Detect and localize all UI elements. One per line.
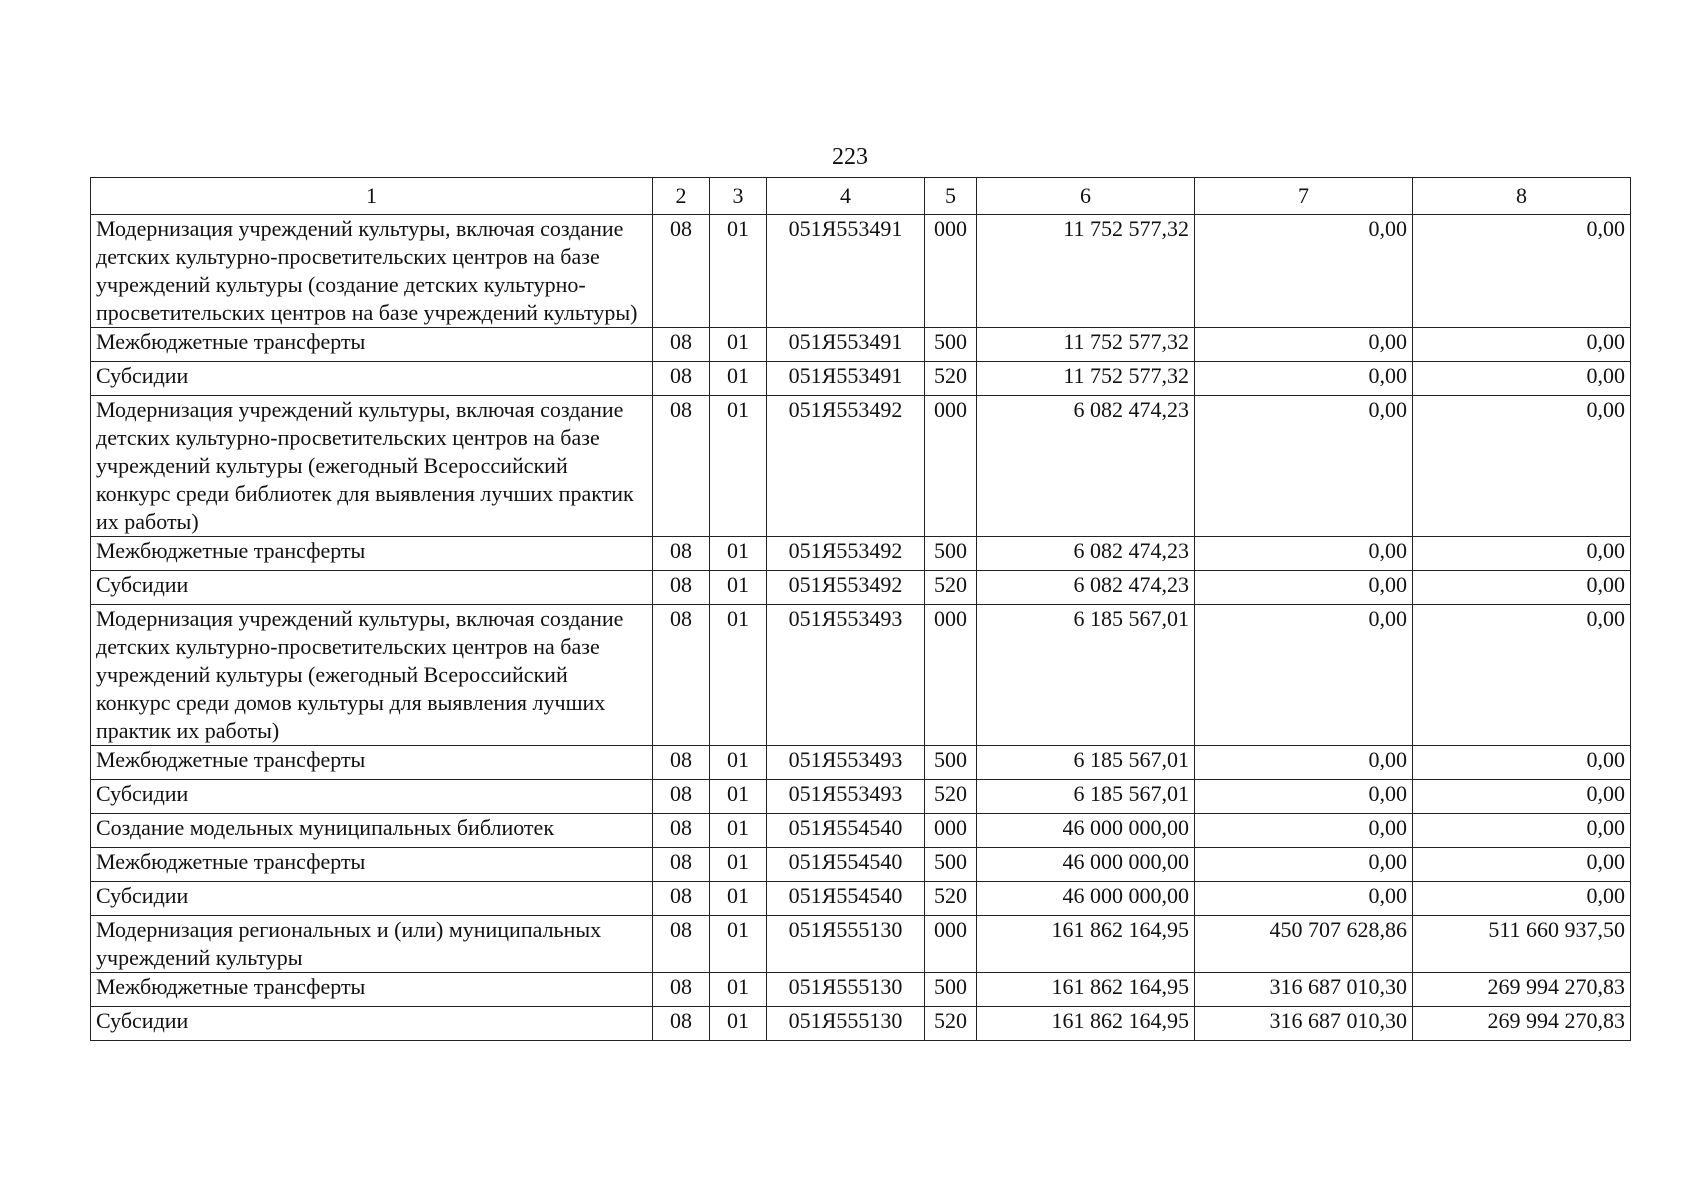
target-article-code: 051Я553493 <box>767 746 925 780</box>
table-row <box>91 882 1631 916</box>
amount-col-6: 11 752 577,32 <box>977 215 1195 328</box>
target-article-code: 051Я553492 <box>767 571 925 605</box>
subsection-code: 01 <box>710 215 767 328</box>
table-row <box>91 571 1631 605</box>
table-row <box>91 605 1631 746</box>
amount-col-6: 6 185 567,01 <box>977 746 1195 780</box>
table-row <box>91 362 1631 396</box>
target-article-code: 051Я554540 <box>767 848 925 882</box>
amount-col-8: 511 660 937,50 <box>1413 916 1631 973</box>
column-header: 4 <box>767 178 925 215</box>
column-header: 5 <box>925 178 977 215</box>
table-row <box>91 215 1631 328</box>
expense-name: Межбюджетные трансферты <box>91 848 653 882</box>
subsection-code: 01 <box>710 537 767 571</box>
expense-name: Субсидии <box>91 780 653 814</box>
amount-col-6: 6 185 567,01 <box>977 780 1195 814</box>
amount-col-7: 0,00 <box>1195 882 1413 916</box>
target-article-code: 051Я555130 <box>767 916 925 973</box>
amount-col-6: 6 082 474,23 <box>977 571 1195 605</box>
table-row <box>91 537 1631 571</box>
amount-col-8: 0,00 <box>1413 882 1631 916</box>
subsection-code: 01 <box>710 362 767 396</box>
amount-col-6: 6 185 567,01 <box>977 605 1195 746</box>
amount-col-8: 0,00 <box>1413 362 1631 396</box>
section-code: 08 <box>653 882 710 916</box>
expense-type-code: 520 <box>925 882 977 916</box>
expense-name: Межбюджетные трансферты <box>91 973 653 1007</box>
amount-col-8: 0,00 <box>1413 396 1631 537</box>
expense-type-code: 500 <box>925 537 977 571</box>
table-row <box>91 328 1631 362</box>
section-code: 08 <box>653 848 710 882</box>
table-row <box>91 746 1631 780</box>
expense-type-code: 500 <box>925 973 977 1007</box>
section-code: 08 <box>653 396 710 537</box>
expense-name: Субсидии <box>91 362 653 396</box>
target-article-code: 051Я553493 <box>767 780 925 814</box>
amount-col-6: 6 082 474,23 <box>977 396 1195 537</box>
expense-name: Субсидии <box>91 1007 653 1041</box>
page-number: 223 <box>832 144 868 170</box>
section-code: 08 <box>653 215 710 328</box>
expense-name: Субсидии <box>91 882 653 916</box>
amount-col-8: 269 994 270,83 <box>1413 1007 1631 1041</box>
table-row <box>91 916 1631 973</box>
target-article-code: 051Я553493 <box>767 605 925 746</box>
expense-type-code: 520 <box>925 362 977 396</box>
amount-col-8: 0,00 <box>1413 848 1631 882</box>
amount-col-7: 0,00 <box>1195 362 1413 396</box>
subsection-code: 01 <box>710 328 767 362</box>
section-code: 08 <box>653 571 710 605</box>
section-code: 08 <box>653 362 710 396</box>
expense-name: Межбюджетные трансферты <box>91 328 653 362</box>
expense-type-code: 520 <box>925 571 977 605</box>
subsection-code: 01 <box>710 571 767 605</box>
table-row <box>91 973 1631 1007</box>
table-row <box>91 780 1631 814</box>
expense-type-code: 000 <box>925 605 977 746</box>
table-row <box>91 396 1631 537</box>
subsection-code: 01 <box>710 848 767 882</box>
amount-col-6: 11 752 577,32 <box>977 328 1195 362</box>
section-code: 08 <box>653 605 710 746</box>
section-code: 08 <box>653 328 710 362</box>
amount-col-8: 269 994 270,83 <box>1413 973 1631 1007</box>
subsection-code: 01 <box>710 973 767 1007</box>
amount-col-8: 0,00 <box>1413 605 1631 746</box>
amount-col-7: 316 687 010,30 <box>1195 973 1413 1007</box>
amount-col-7: 0,00 <box>1195 328 1413 362</box>
expense-name: Межбюджетные трансферты <box>91 746 653 780</box>
target-article-code: 051Я553491 <box>767 362 925 396</box>
expense-name: Модернизация учреждений культуры, включая создание детских культурно-просветительских центров на базе учреждений культуры (создание детских культурно-просветительских центров на базе учреждений культуры) <box>91 215 653 328</box>
column-header: 7 <box>1195 178 1413 215</box>
amount-col-7: 450 707 628,86 <box>1195 916 1413 973</box>
target-article-code: 051Я553492 <box>767 396 925 537</box>
expense-type-code: 520 <box>925 1007 977 1041</box>
target-article-code: 051Я555130 <box>767 1007 925 1041</box>
subsection-code: 01 <box>710 882 767 916</box>
amount-col-8: 0,00 <box>1413 780 1631 814</box>
section-code: 08 <box>653 814 710 848</box>
amount-col-6: 161 862 164,95 <box>977 1007 1195 1041</box>
subsection-code: 01 <box>710 1007 767 1041</box>
amount-col-7: 0,00 <box>1195 780 1413 814</box>
amount-col-8: 0,00 <box>1413 215 1631 328</box>
expense-name: Модернизация учреждений культуры, включая создание детских культурно-просветительских центров на базе учреждений культуры (ежегодный Всероссийский конкурс среди библиотек для выявления лучших практик их работы) <box>91 396 653 537</box>
section-code: 08 <box>653 537 710 571</box>
target-article-code: 051Я554540 <box>767 882 925 916</box>
expense-name: Модернизация региональных и (или) муниципальных учреждений культуры <box>91 916 653 973</box>
column-header: 3 <box>710 178 767 215</box>
section-code: 08 <box>653 780 710 814</box>
expense-type-code: 500 <box>925 848 977 882</box>
section-code: 08 <box>653 746 710 780</box>
expense-type-code: 000 <box>925 916 977 973</box>
target-article-code: 051Я555130 <box>767 973 925 1007</box>
amount-col-7: 0,00 <box>1195 215 1413 328</box>
amount-col-6: 46 000 000,00 <box>977 814 1195 848</box>
table-row <box>91 848 1631 882</box>
amount-col-6: 161 862 164,95 <box>977 973 1195 1007</box>
expense-name: Модернизация учреждений культуры, включая создание детских культурно-просветительских центров на базе учреждений культуры (ежегодный Всероссийский конкурс среди домов культуры для выявления лучших практик их работы) <box>91 605 653 746</box>
expense-type-code: 500 <box>925 328 977 362</box>
expense-type-code: 520 <box>925 780 977 814</box>
target-article-code: 051Я553491 <box>767 215 925 328</box>
column-header: 2 <box>653 178 710 215</box>
target-article-code: 051Я554540 <box>767 814 925 848</box>
amount-col-7: 0,00 <box>1195 814 1413 848</box>
amount-col-6: 46 000 000,00 <box>977 848 1195 882</box>
amount-col-8: 0,00 <box>1413 746 1631 780</box>
amount-col-7: 0,00 <box>1195 746 1413 780</box>
table-row <box>91 814 1631 848</box>
header-row <box>91 178 1631 215</box>
column-header: 1 <box>91 178 653 215</box>
expense-name: Межбюджетные трансферты <box>91 537 653 571</box>
expense-type-code: 000 <box>925 396 977 537</box>
subsection-code: 01 <box>710 396 767 537</box>
expense-type-code: 000 <box>925 814 977 848</box>
amount-col-7: 0,00 <box>1195 571 1413 605</box>
expense-name: Создание модельных муниципальных библиотек <box>91 814 653 848</box>
amount-col-8: 0,00 <box>1413 814 1631 848</box>
target-article-code: 051Я553492 <box>767 537 925 571</box>
target-article-code: 051Я553491 <box>767 328 925 362</box>
section-code: 08 <box>653 916 710 973</box>
amount-col-8: 0,00 <box>1413 328 1631 362</box>
column-header: 8 <box>1413 178 1631 215</box>
expense-type-code: 000 <box>925 215 977 328</box>
expense-name: Субсидии <box>91 571 653 605</box>
amount-col-6: 46 000 000,00 <box>977 882 1195 916</box>
amount-col-7: 0,00 <box>1195 848 1413 882</box>
subsection-code: 01 <box>710 916 767 973</box>
amount-col-7: 0,00 <box>1195 396 1413 537</box>
amount-col-7: 0,00 <box>1195 605 1413 746</box>
subsection-code: 01 <box>710 746 767 780</box>
expense-type-code: 500 <box>925 746 977 780</box>
column-header: 6 <box>977 178 1195 215</box>
amount-col-6: 11 752 577,32 <box>977 362 1195 396</box>
subsection-code: 01 <box>710 605 767 746</box>
subsection-code: 01 <box>710 814 767 848</box>
table-row <box>91 1007 1631 1041</box>
section-code: 08 <box>653 973 710 1007</box>
amount-col-8: 0,00 <box>1413 537 1631 571</box>
subsection-code: 01 <box>710 780 767 814</box>
amount-col-8: 0,00 <box>1413 571 1631 605</box>
amount-col-7: 316 687 010,30 <box>1195 1007 1413 1041</box>
amount-col-6: 161 862 164,95 <box>977 916 1195 973</box>
amount-col-6: 6 082 474,23 <box>977 537 1195 571</box>
budget-table <box>90 177 1631 1041</box>
amount-col-7: 0,00 <box>1195 537 1413 571</box>
section-code: 08 <box>653 1007 710 1041</box>
